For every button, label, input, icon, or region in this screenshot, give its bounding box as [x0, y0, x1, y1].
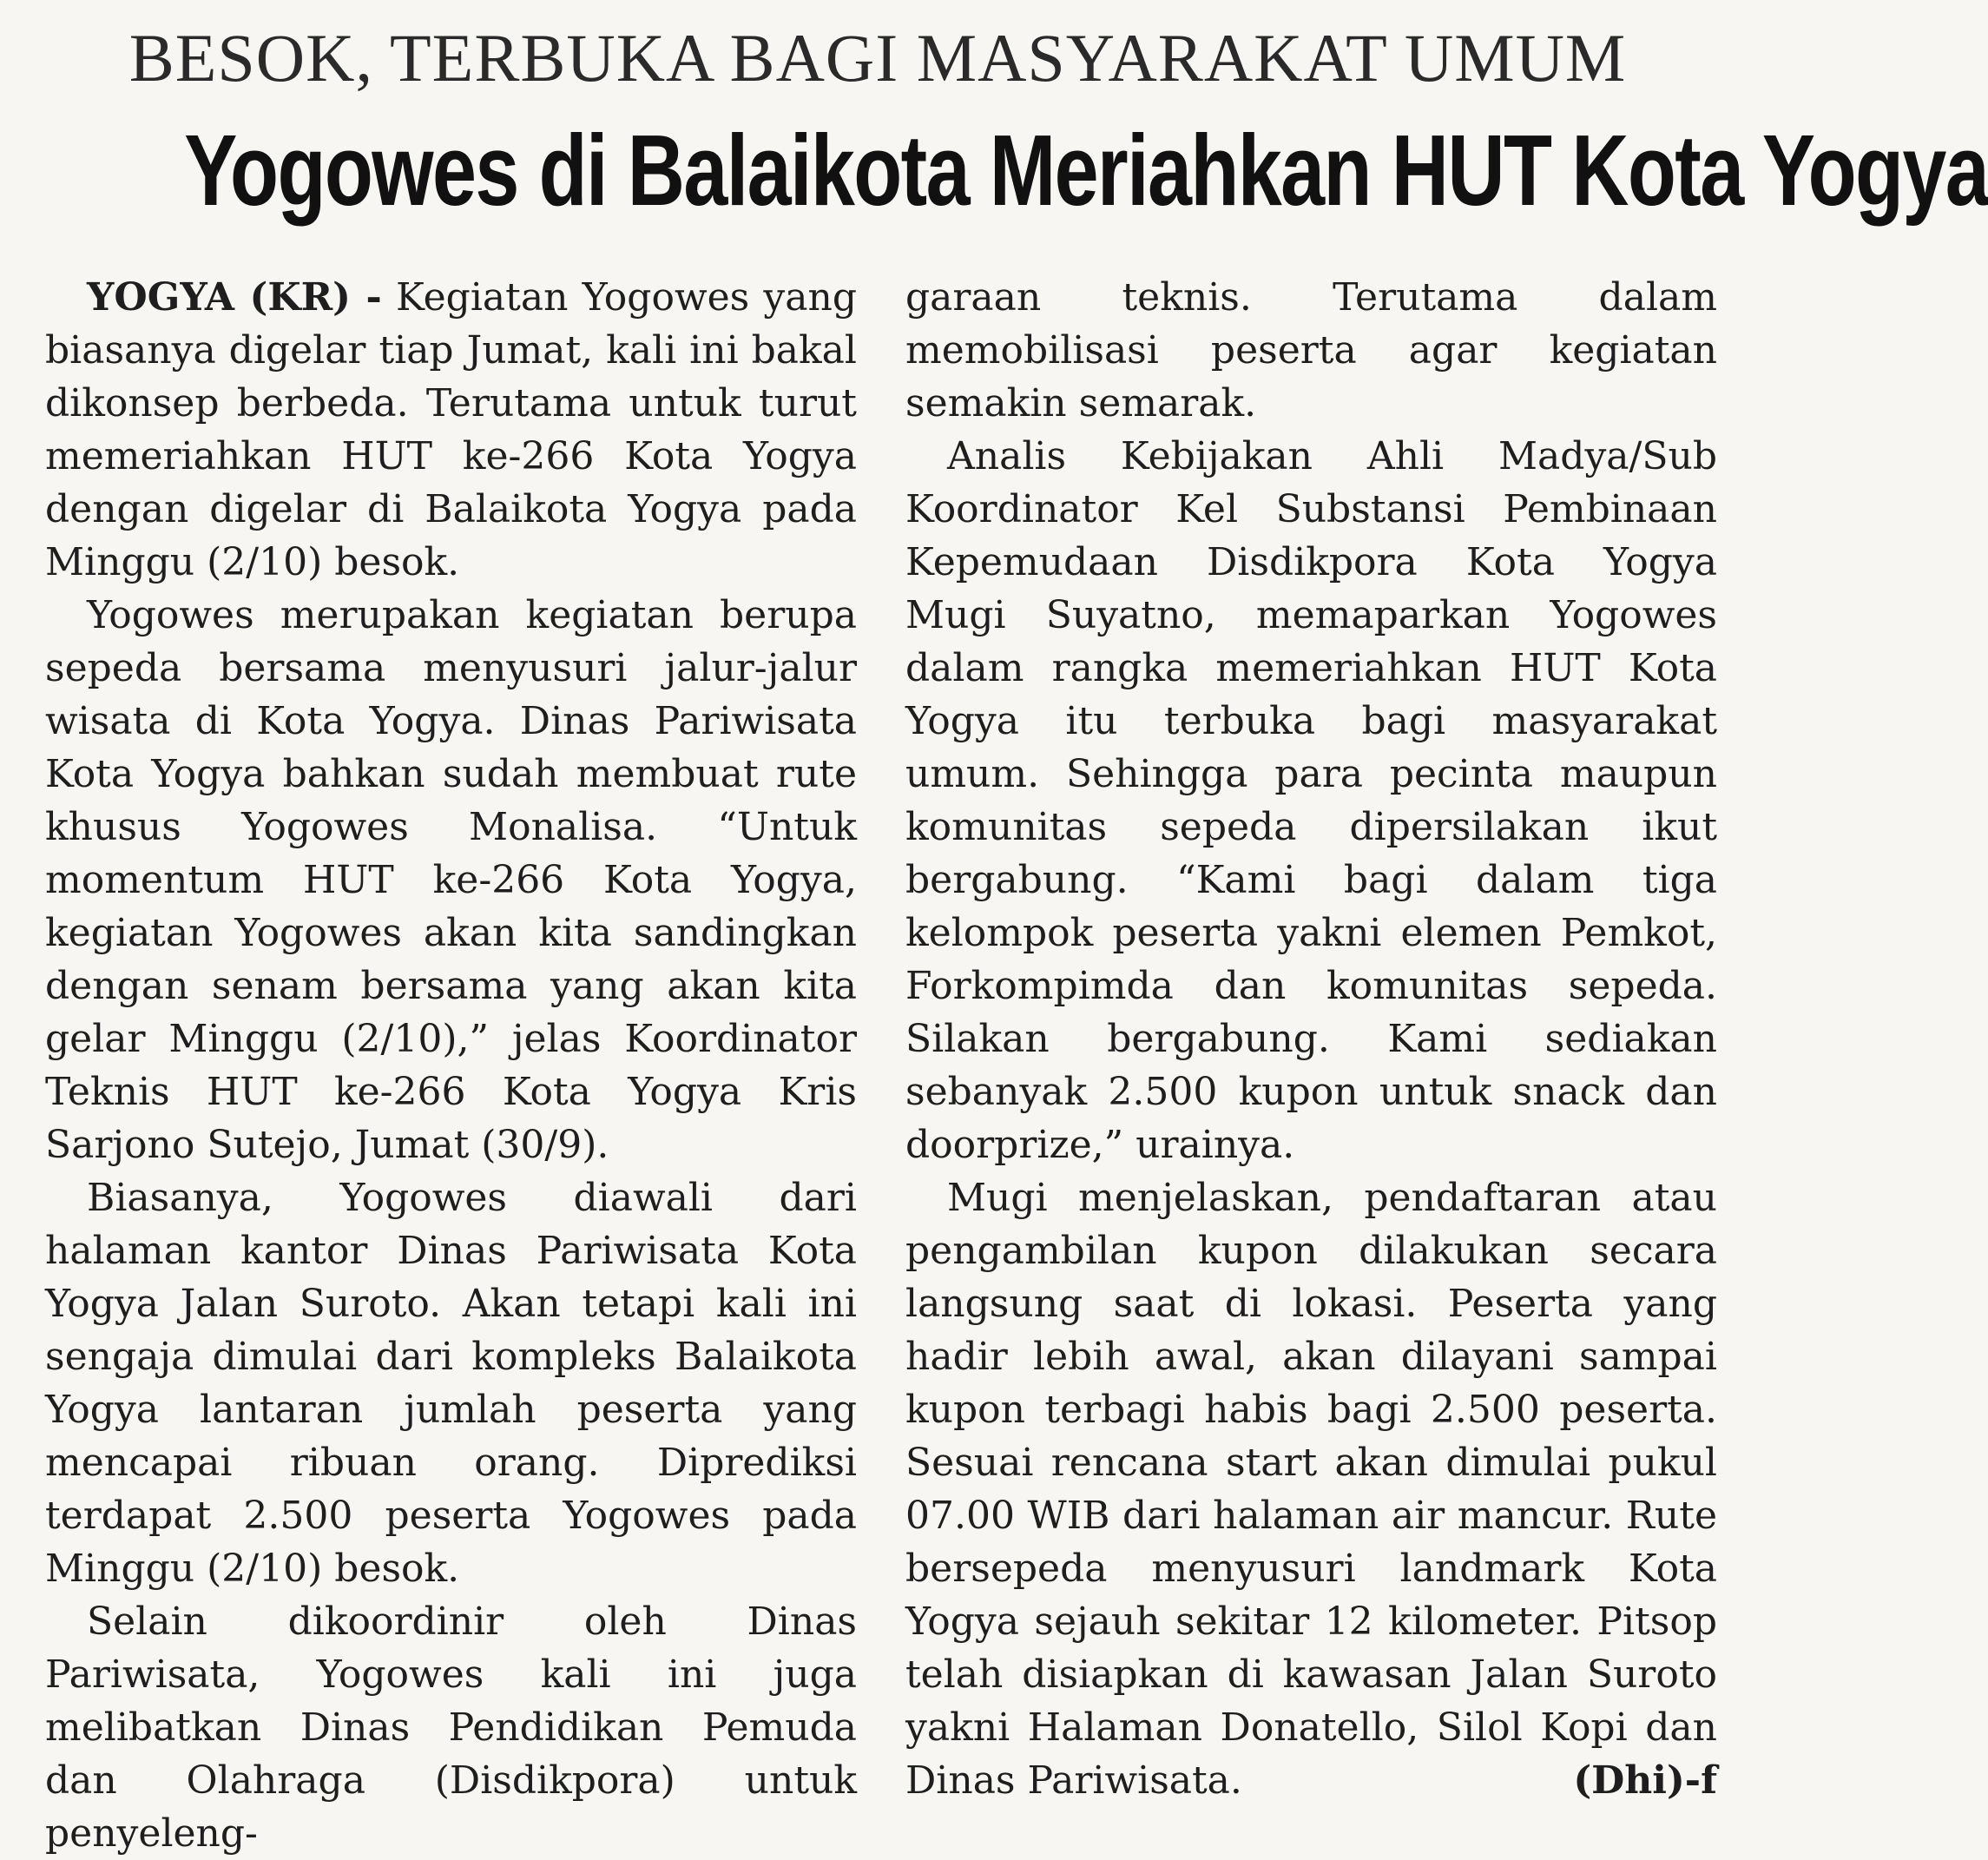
- article-paragraph: Biasanya, Yogowes diawali dari halaman kantor Dinas Pariwisata Kota Yogya Jalan Suroto. Akan tetapi kali ini sengaja dimulai dari kompleks Balaikota Yogya lantaran jumlah peserta yang mencapai ribuan orang. Diprediksi terdapat 2.500 peserta Yogowes pada Minggu (2/10) besok.: [45, 1176, 857, 1591]
- paragraph-text: Mugi menjelaskan, pendaftaran atau pengambilan kupon dilakukan secara langsung saat di lokasi. Peserta yang hadir lebih awal, akan dilayani sampai kupon terbagi habis bagi 2.500 peserta. Sesuai rencana start akan dimulai pukul 07.00 WIB dari halaman air mancur. Rute bersepeda menyusuri landmark Kota Yogya sejauh sekitar 12 kilometer. Pitsop telah disiapkan di kawasan Jalan Suroto yakni Halaman Donatello, Silol Kopi dan Dinas Pariwisata.: [905, 1176, 1717, 1803]
- article-paragraph: [45, 271, 857, 589]
- article-column-right: [905, 271, 1717, 1807]
- article-headline: Yogowes di Balaikota Meriahkan HUT Kota Yogya: [184, 114, 1988, 227]
- article-column-left: [45, 271, 857, 1860]
- dateline: YOGYA (KR) -: [87, 275, 382, 320]
- article-kicker: BESOK, TERBUKA BAGI MASYARAKAT UMUM: [128, 20, 1627, 96]
- article-paragraph: garaan teknis. Terutama dalam memobilisasi peserta agar kegiatan semakin semarak.: [905, 275, 1717, 425]
- article-paragraph: Analis Kebijakan Ahli Madya/Sub Koordinator Kel Substansi Pembinaan Kepemudaan Disdikpora Kota Yogya Mugi Suyatno, memaparkan Yogowes dalam rangka memeriahkan HUT Kota Yogya itu terbuka bagi masyarakat umum. Sehingga para pecinta maupun komunitas sepeda dipersilakan ikut bergabung. “Kami bagi dalam tiga kelompok peserta yakni elemen Pemkot, Forkompimda dan komunitas sepeda. Silakan bergabung. Kami sediakan sebanyak 2.500 kupon untuk snack dan doorprize,” urainya.: [905, 434, 1717, 1167]
- article-paragraph: Selain dikoordinir oleh Dinas Pariwisata, Yogowes kali ini juga melibatkan Dinas Pendidikan Pemuda dan Olahraga (Disdikpora) untuk penyeleng-: [45, 1599, 857, 1856]
- paragraph-text: Kegiatan Yogowes yang biasanya digelar tiap Jumat, kali ini bakal dikonsep berbeda. Terutama untuk turut memeriahkan HUT ke-266 Kota Yogya dengan digelar di Balaikota Yogya pada Minggu (2/10) besok.: [45, 275, 857, 584]
- article-paragraph: Yogowes merupakan kegiatan berupa sepeda bersama menyusuri jalur-jalur wisata di Kota Yogya. Dinas Pariwisata Kota Yogya bahkan sudah membuat rute khusus Yogowes Monalisa. “Untuk momentum HUT ke-266 Kota Yogya, kegiatan Yogowes akan kita sandingkan dengan senam bersama yang akan kita gelar Minggu (2/10),” jelas Koordinator Teknis HUT ke-266 Kota Yogya Kris Sarjono Sutejo, Jumat (30/9).: [45, 593, 857, 1167]
- author-signature: (Dhi)-f: [1573, 1758, 1717, 1803]
- article-paragraph: [905, 1171, 1717, 1807]
